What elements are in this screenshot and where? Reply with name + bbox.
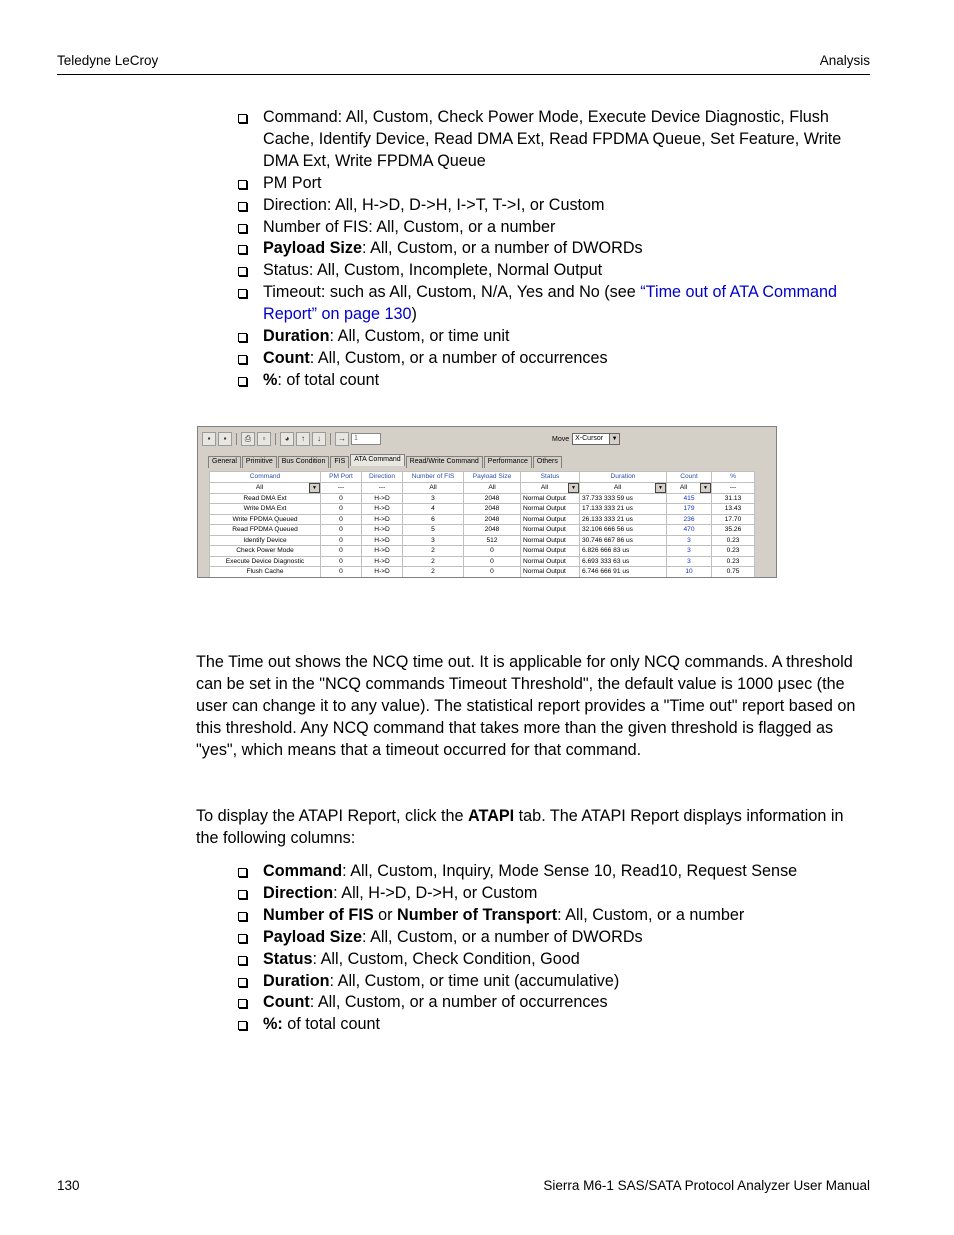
toolbar-separator bbox=[236, 433, 237, 445]
print-icon[interactable]: ⎙ bbox=[241, 432, 255, 446]
list-item: Direction: All, H->D, D->H, or Custom bbox=[236, 883, 866, 905]
tab-primitive[interactable]: Primitive bbox=[242, 456, 277, 468]
filter-cell[interactable]: All bbox=[403, 482, 464, 493]
list-item: Duration: All, Custom, or time unit bbox=[236, 326, 866, 348]
list-item: Status: All, Custom, Check Condition, Good bbox=[236, 949, 866, 971]
filter-cell: --- bbox=[712, 482, 755, 493]
tab-others[interactable]: Others bbox=[533, 456, 562, 468]
list-item: Number of FIS: All, Custom, or a number bbox=[236, 217, 866, 239]
tab-bus-condition[interactable]: Bus Condition bbox=[278, 456, 330, 468]
chevron-down-icon: ▼ bbox=[568, 483, 579, 493]
bullet-box-icon bbox=[238, 180, 247, 189]
page-number: 130 bbox=[57, 1178, 80, 1193]
column-header[interactable]: Status bbox=[521, 472, 580, 483]
list-item: Count: All, Custom, or a number of occurrences bbox=[236, 992, 866, 1014]
table-header-row bbox=[210, 472, 755, 483]
running-footer-title: Sierra M6-1 SAS/SATA Protocol Analyzer User Manual bbox=[543, 1178, 870, 1193]
list-item: %: of total count bbox=[236, 1014, 866, 1036]
list-item: Payload Size: All, Custom, or a number of DWORDs bbox=[236, 238, 866, 260]
save-as-icon[interactable]: ▪ bbox=[218, 432, 232, 446]
move-control bbox=[552, 433, 620, 445]
timeout-paragraph: The Time out shows the NCQ time out. It is applicable for only NCQ commands. A threshold can be set in the "NCQ commands Timeout Threshold", the default value is 1000 μsec (the user can change it to any value). The statistical report provides a "Time out" report based on this threshold. Any NCQ command that takes more than the given threshold is flagged as "yes", which means that a timeout occurred for that command. bbox=[196, 653, 856, 759]
toolbar-separator bbox=[330, 433, 331, 445]
column-header[interactable]: Count bbox=[667, 472, 712, 483]
bullet-box-icon bbox=[238, 934, 247, 943]
column-header[interactable]: PM Port bbox=[321, 472, 362, 483]
goto-input[interactable]: 1 bbox=[351, 433, 381, 445]
filter-cell[interactable]: All ▼ bbox=[521, 482, 580, 493]
arrow-up-icon[interactable]: ↑ bbox=[296, 432, 310, 446]
column-header[interactable]: Payload Size bbox=[464, 472, 521, 483]
column-header[interactable]: Duration bbox=[580, 472, 667, 483]
list-item: Duration: All, Custom, or time unit (accumulative) bbox=[236, 971, 866, 993]
list-item: Command: All, Custom, Check Power Mode, Execute Device Diagnostic, Flush Cache, Identify Device, Read DMA Ext, Read FPDMA Queue, Set Feature, Write DMA Ext, Write FPDMA Queue bbox=[236, 107, 866, 173]
list-item: %: of total count bbox=[236, 370, 866, 392]
table-row[interactable]: Write FPDMA Queued 0 H->D 6 2048 Normal Output 26.133 333 21 us 236 17.70 bbox=[210, 514, 755, 525]
bullet-box-icon bbox=[238, 114, 247, 123]
ata-command-columns-list bbox=[236, 107, 866, 392]
tab-performance[interactable]: Performance bbox=[484, 456, 532, 468]
bullet-box-icon bbox=[238, 355, 247, 364]
bullet-box-icon bbox=[238, 289, 247, 298]
tab-ata-command[interactable]: ATA Command bbox=[350, 454, 404, 466]
table-row[interactable]: Read FPDMA Queued 0 H->D 5 2048 Normal Output 32.106 666 56 us 470 35.26 bbox=[210, 525, 755, 536]
bullet-box-icon bbox=[238, 868, 247, 877]
tab-fis[interactable]: FIS bbox=[330, 456, 349, 468]
bullet-box-icon bbox=[238, 202, 247, 211]
table-row[interactable]: Read DMA Ext 0 H->D 3 2048 Normal Output 37.733 333 59 us 415 31.13 bbox=[210, 493, 755, 504]
atapi-columns-list bbox=[236, 861, 866, 1036]
ata-command-table bbox=[209, 471, 755, 578]
filter-cell: --- bbox=[321, 482, 362, 493]
filter-row bbox=[210, 482, 755, 493]
header-rule bbox=[57, 74, 870, 75]
table-row[interactable]: Identify Device 0 H->D 3 512 Normal Output 30.746 667 86 us 3 0.23 bbox=[210, 535, 755, 546]
chart-icon[interactable]: ◕ bbox=[280, 432, 294, 446]
bullet-box-icon bbox=[238, 978, 247, 987]
bullet-box-icon bbox=[238, 267, 247, 276]
filter-cell: --- bbox=[362, 482, 403, 493]
print-preview-icon[interactable]: ▫ bbox=[257, 432, 271, 446]
ata-command-report-screenshot bbox=[197, 426, 777, 578]
column-header[interactable]: Number of FIS bbox=[403, 472, 464, 483]
bullet-box-icon bbox=[238, 245, 247, 254]
column-header[interactable]: % bbox=[712, 472, 755, 483]
table-row[interactable]: Execute Device Diagnostic 0 H->D 2 0 Normal Output 6.693 333 63 us 3 0.23 bbox=[210, 556, 755, 567]
filter-cell[interactable]: All ▼ bbox=[210, 482, 321, 493]
table-row[interactable]: Check Power Mode 0 H->D 2 0 Normal Output 6.826 666 83 us 3 0.23 bbox=[210, 546, 755, 557]
atapi-intro-paragraph: To display the ATAPI Report, click the ATAPI tab. The ATAPI Report displays information in the following columns: bbox=[196, 807, 844, 847]
list-item: Status: All, Custom, Incomplete, Normal Output bbox=[236, 260, 866, 282]
list-item: Count: All, Custom, or a number of occurrences bbox=[236, 348, 866, 370]
bullet-box-icon bbox=[238, 890, 247, 899]
bullet-box-icon bbox=[238, 1021, 247, 1030]
column-header[interactable]: Command bbox=[210, 472, 321, 483]
arrow-down-icon[interactable]: ↓ bbox=[312, 432, 326, 446]
filter-cell[interactable]: All ▼ bbox=[667, 482, 712, 493]
table-row[interactable]: Write DMA Ext 0 H->D 4 2048 Normal Output 17.133 333 21 us 179 13.43 bbox=[210, 504, 755, 515]
timeout-report-link[interactable]: “Time out of ATA Command Report” on page 130 bbox=[263, 283, 838, 324]
move-label: Move bbox=[552, 435, 570, 443]
running-header-left: Teledyne LeCroy bbox=[57, 53, 159, 68]
list-item: Command: All, Custom, Inquiry, Mode Sense 10, Read10, Request Sense bbox=[236, 861, 866, 883]
tab-general[interactable]: General bbox=[208, 456, 241, 468]
goto-icon[interactable]: → bbox=[335, 432, 349, 446]
toolbar-separator bbox=[275, 433, 276, 445]
tab-read-write-command[interactable]: Read/Write Command bbox=[406, 456, 483, 468]
list-item: Timeout: such as All, Custom, N/A, Yes and No (see “Time out of ATA Command Report” on page 130) bbox=[236, 282, 866, 326]
bullet-box-icon bbox=[238, 333, 247, 342]
bullet-box-icon bbox=[238, 224, 247, 233]
bullet-box-icon bbox=[238, 999, 247, 1008]
bullet-box-icon bbox=[238, 912, 247, 921]
chevron-down-icon: ▼ bbox=[700, 483, 711, 493]
chevron-down-icon: ▼ bbox=[655, 483, 666, 493]
save-icon[interactable]: ▪ bbox=[202, 432, 216, 446]
bullet-box-icon bbox=[238, 956, 247, 965]
list-item: PM Port bbox=[236, 173, 866, 195]
filter-cell[interactable]: All bbox=[464, 482, 521, 493]
running-header-right: Analysis bbox=[819, 53, 870, 68]
report-tabs bbox=[208, 456, 563, 468]
bullet-box-icon bbox=[238, 377, 247, 386]
table-row[interactable]: Flush Cache 0 H->D 2 0 Normal Output 6.746 666 91 us 10 0.75 bbox=[210, 567, 755, 578]
chevron-down-icon: ▼ bbox=[609, 434, 619, 444]
list-item: Direction: All, H->D, D->H, I->T, T->I, or Custom bbox=[236, 195, 866, 217]
filter-cell[interactable]: All ▼ bbox=[580, 482, 667, 493]
list-item: Payload Size: All, Custom, or a number of DWORDs bbox=[236, 927, 866, 949]
chevron-down-icon: ▼ bbox=[309, 483, 320, 493]
list-item: Number of FIS or Number of Transport: All, Custom, or a number bbox=[236, 905, 866, 927]
statistics-toolbar bbox=[202, 431, 381, 446]
column-header[interactable]: Direction bbox=[362, 472, 403, 483]
move-select[interactable]: X-Cursor ▼ bbox=[572, 433, 620, 445]
